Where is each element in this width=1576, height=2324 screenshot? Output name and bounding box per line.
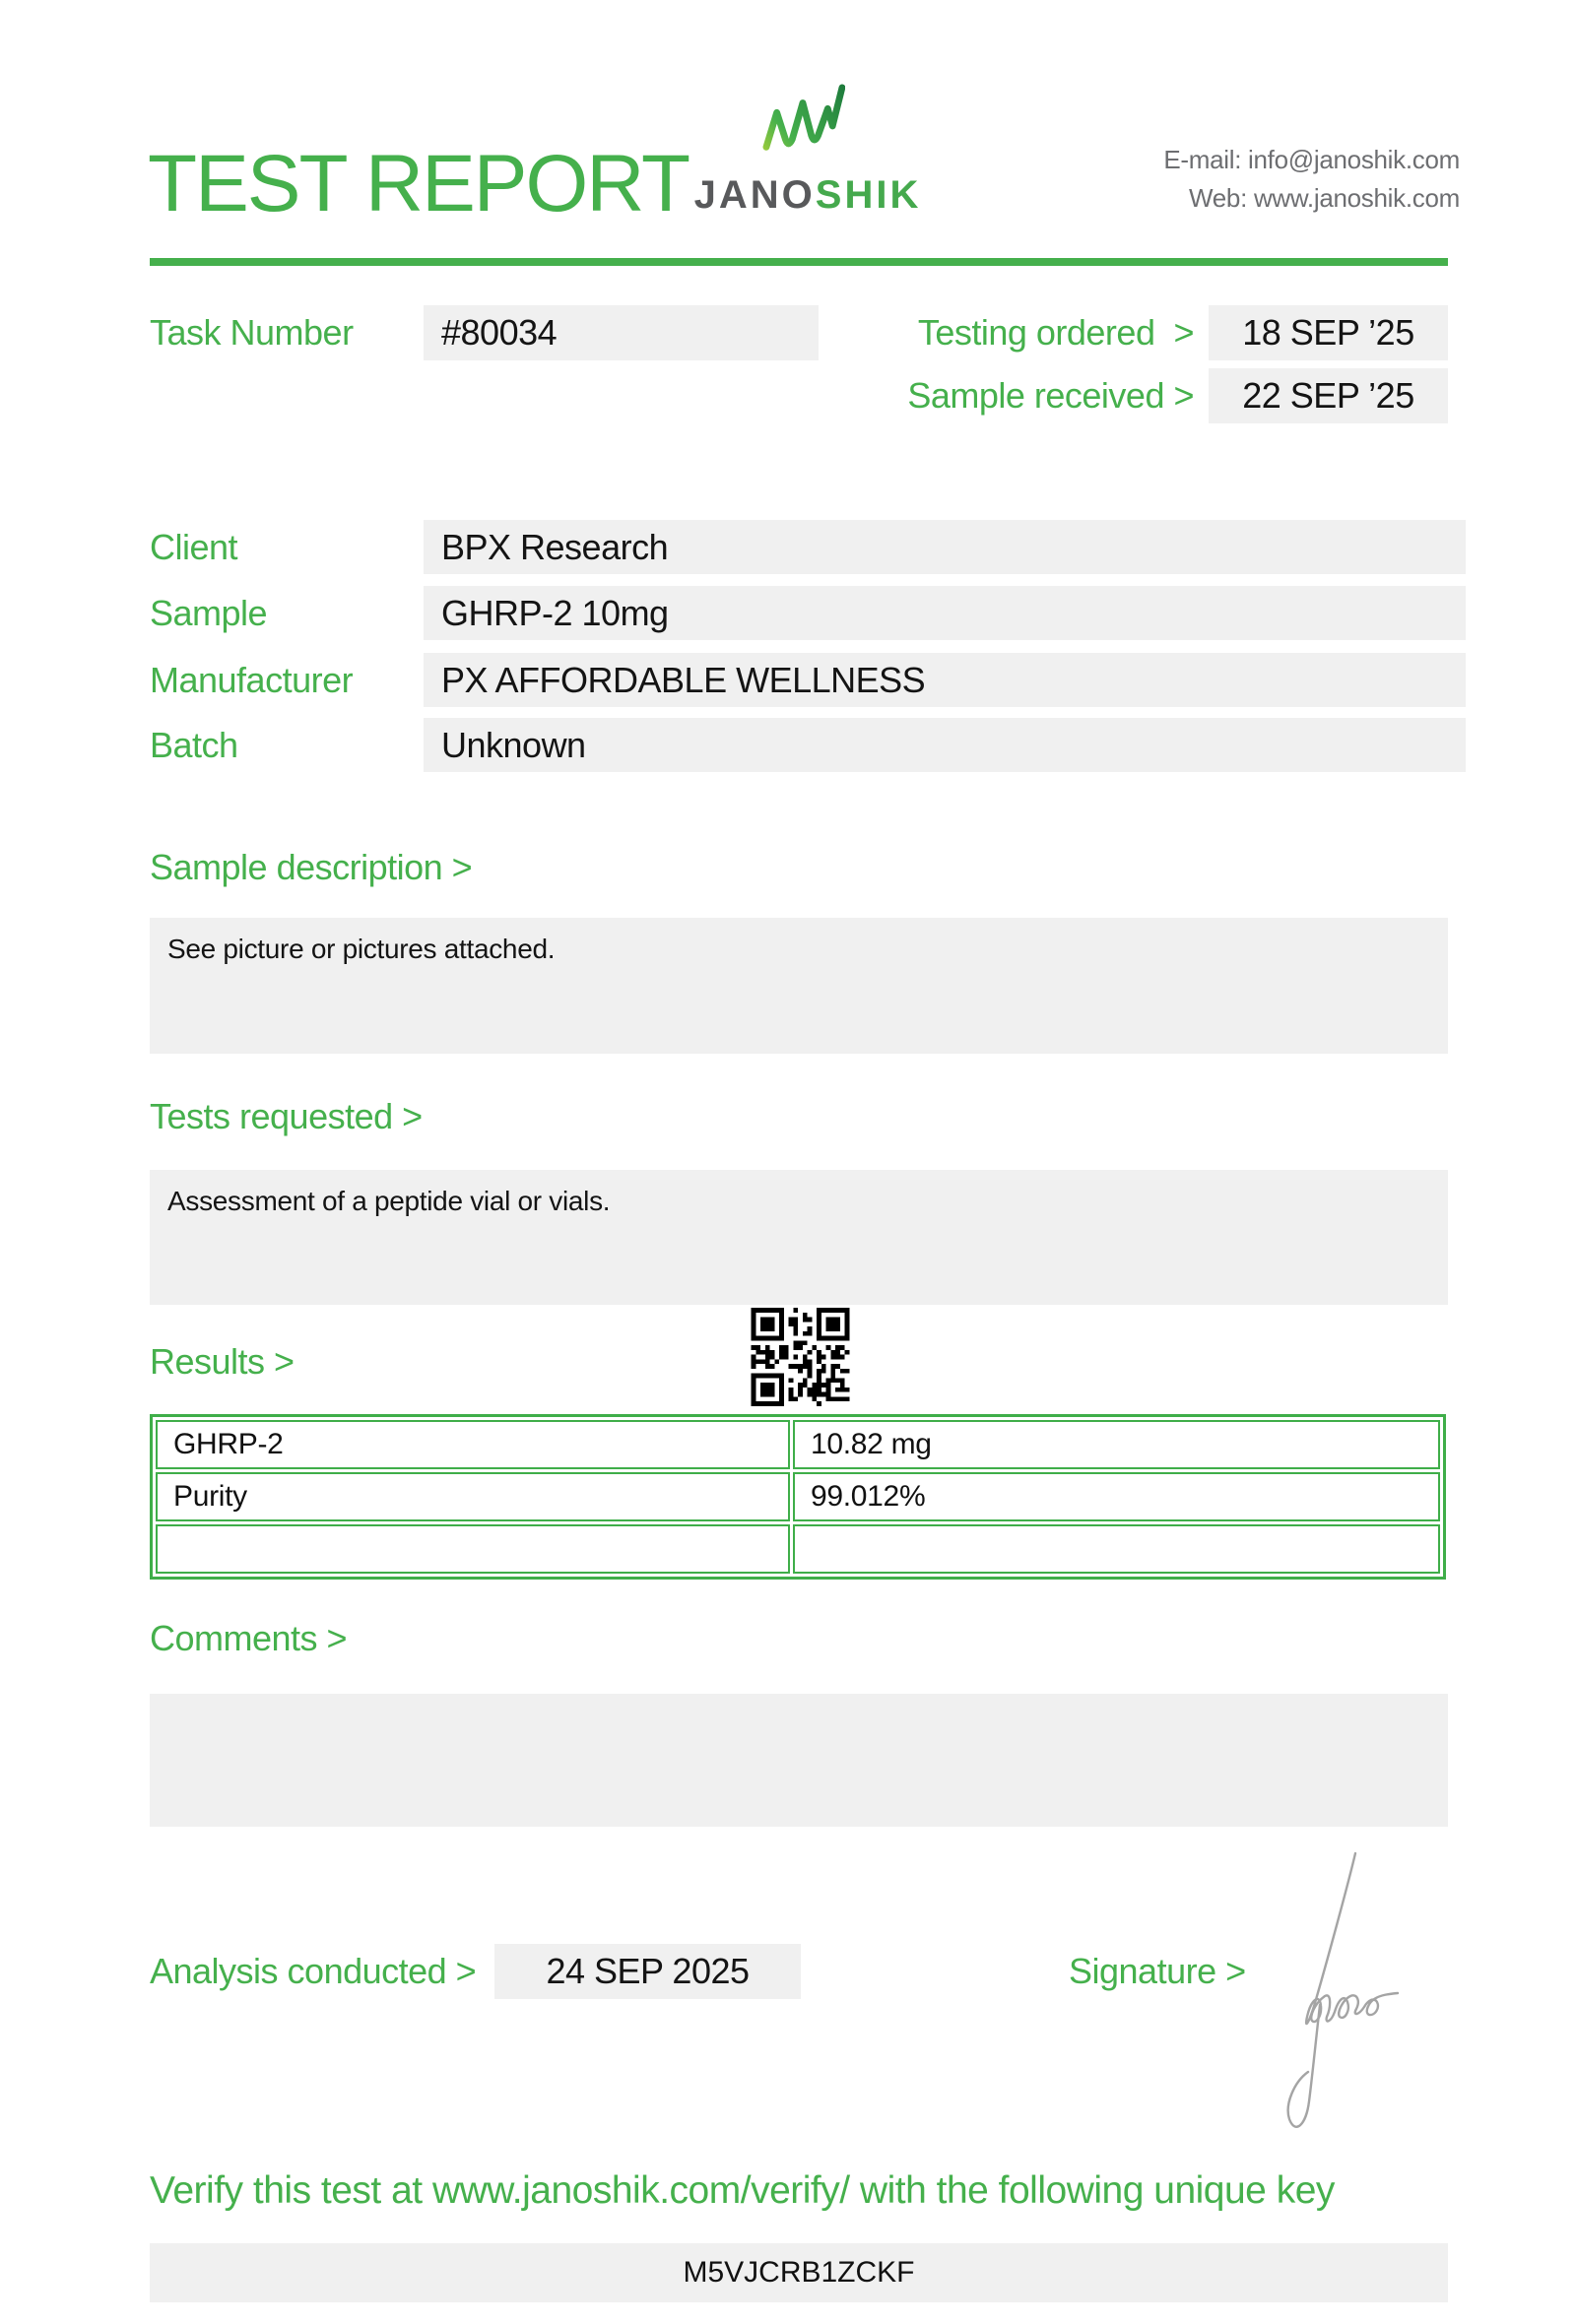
brand-name-right: SHIK [815, 173, 922, 217]
detail-label-sample: Sample [150, 592, 268, 633]
result-empty-cell [793, 1524, 1440, 1574]
contact-email: E-mail: info@janoshik.com [1163, 145, 1460, 174]
results-row [156, 1472, 1440, 1521]
sample-received-value: 22 SEP ’25 [1209, 368, 1448, 423]
qr-code [750, 1308, 851, 1406]
sample-description-box: See picture or pictures attached. [150, 918, 1448, 1054]
results-label: Results > [150, 1341, 295, 1382]
task-number-label: Task Number [150, 312, 354, 353]
verify-text: Verify this test at www.janoshik.com/verify/ with the following unique key [150, 2169, 1335, 2212]
testing-ordered-value: 18 SEP ’25 [1209, 305, 1448, 360]
result-amount: 10.82 mg [793, 1420, 1440, 1469]
results-row [156, 1420, 1440, 1469]
detail-label-batch: Batch [150, 724, 238, 765]
page-title: TEST REPORT [148, 139, 690, 228]
testing-ordered-label: Testing ordered > [917, 312, 1194, 353]
result-analyte: GHRP-2 [156, 1420, 790, 1469]
signature-label: Signature > [1069, 1951, 1246, 1991]
detail-label-manufacturer: Manufacturer [150, 659, 354, 700]
result-purity-label: Purity [156, 1472, 790, 1521]
detail-value-client: BPX Research [424, 520, 1466, 574]
detail-value-sample: GHRP-2 10mg [424, 586, 1466, 640]
comments-box [150, 1694, 1448, 1827]
analysis-conducted-date: 24 SEP 2025 [494, 1944, 801, 1999]
analysis-conducted-label: Analysis conducted > [150, 1951, 477, 1991]
contact-web: Web: www.janoshik.com [1189, 183, 1460, 213]
detail-value-manufacturer: PX AFFORDABLE WELLNESS [424, 653, 1466, 707]
detail-label-client: Client [150, 526, 238, 567]
sample-description-label: Sample description > [150, 847, 473, 887]
detail-value-batch: Unknown [424, 718, 1466, 772]
result-empty-cell [156, 1524, 790, 1574]
results-table [150, 1414, 1446, 1580]
tests-requested-label: Tests requested > [150, 1096, 423, 1136]
header-divider [150, 258, 1448, 266]
brand-logo-icon [758, 84, 845, 161]
result-purity-value: 99.012% [793, 1472, 1440, 1521]
signature-image [1269, 1847, 1407, 2143]
sample-received-label: Sample received > [907, 375, 1194, 416]
brand-name-left: JANO [693, 173, 816, 217]
tests-requested-box: Assessment of a peptide vial or vials. [150, 1170, 1448, 1305]
brand-name [680, 173, 936, 218]
comments-label: Comments > [150, 1618, 348, 1658]
results-row [156, 1524, 1440, 1574]
task-number-value: #80034 [424, 305, 819, 360]
verify-key: M5VJCRB1ZCKF [150, 2243, 1448, 2302]
